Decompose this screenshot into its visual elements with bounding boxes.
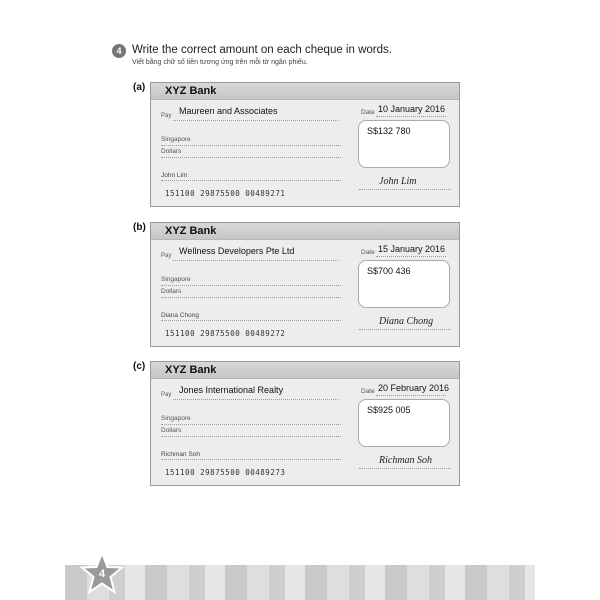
amount-words-line-1 bbox=[161, 145, 341, 146]
question-subtext: Viết bằng chữ số tiền tương ứng trên mỗi tờ ngân phiếu. bbox=[132, 59, 308, 66]
amount-box bbox=[358, 260, 450, 308]
amount-words-line-1 bbox=[161, 424, 341, 425]
date-line bbox=[376, 395, 446, 396]
pay-label: Pay bbox=[161, 113, 172, 119]
signature: John Lim bbox=[379, 176, 417, 187]
bank-name: XYZ Bank bbox=[165, 85, 217, 97]
bank-name: XYZ Bank bbox=[165, 225, 217, 237]
drawer-name: Diana Chong bbox=[161, 312, 199, 319]
pay-line bbox=[173, 260, 338, 261]
dollars-label: Dollars bbox=[161, 288, 182, 295]
cheque-c bbox=[150, 361, 460, 486]
amount-figure: S$700 436 bbox=[367, 266, 411, 276]
cheque-header bbox=[151, 362, 459, 379]
cheque-date: 15 January 2016 bbox=[378, 244, 446, 254]
date-line bbox=[376, 256, 446, 257]
drawer-line bbox=[161, 320, 341, 321]
amount-words-line-2 bbox=[161, 436, 341, 437]
date-label: Date bbox=[361, 109, 375, 116]
pay-line bbox=[173, 120, 338, 121]
drawer-name: John Lim bbox=[161, 172, 188, 179]
pay-line bbox=[173, 399, 338, 400]
micr-line: 151100 29875500 00489272 bbox=[165, 329, 286, 338]
signature-line bbox=[359, 468, 451, 469]
micr-line: 151100 29875500 00489273 bbox=[165, 468, 286, 477]
dollars-label: Dollars bbox=[161, 427, 182, 434]
payee: Wellness Developers Pte Ltd bbox=[179, 246, 295, 256]
drawer-line bbox=[161, 180, 341, 181]
part-label-b: (b) bbox=[133, 222, 146, 233]
singapore-label: Singapore bbox=[161, 136, 191, 143]
cheque-date: 10 January 2016 bbox=[378, 104, 446, 114]
amount-box bbox=[358, 399, 450, 447]
part-label-a: (a) bbox=[133, 82, 146, 93]
amount-figure: S$132 780 bbox=[367, 126, 411, 136]
drawer-line bbox=[161, 459, 341, 460]
question-text: Write the correct amount on each cheque in words. bbox=[132, 44, 392, 56]
amount-figure: S$925 005 bbox=[367, 405, 411, 415]
amount-box bbox=[358, 120, 450, 168]
bank-name: XYZ Bank bbox=[165, 364, 217, 376]
amount-words-line-2 bbox=[161, 297, 341, 298]
micr-line: 151100 29875500 00489271 bbox=[165, 189, 286, 198]
amount-words-line-1 bbox=[161, 285, 341, 286]
cheque-header bbox=[151, 83, 459, 100]
dollars-label: Dollars bbox=[161, 148, 182, 155]
signature: Diana Chong bbox=[379, 316, 434, 327]
singapore-label: Singapore bbox=[161, 415, 191, 422]
cheque-b bbox=[150, 222, 460, 347]
date-line bbox=[376, 116, 446, 117]
signature: Richman Soh bbox=[379, 455, 433, 466]
question-number-badge: 4 bbox=[112, 44, 126, 58]
payee: Jones International Realty bbox=[179, 385, 284, 395]
pay-label: Pay bbox=[161, 253, 172, 259]
signature-line bbox=[359, 189, 451, 190]
cheque-a bbox=[150, 82, 460, 207]
signature-line bbox=[359, 329, 451, 330]
cheque-date: 20 February 2016 bbox=[378, 383, 450, 393]
payee: Maureen and Associates bbox=[179, 106, 278, 116]
date-label: Date bbox=[361, 388, 375, 395]
part-label-c: (c) bbox=[133, 361, 146, 372]
page-number: 4 bbox=[98, 568, 106, 580]
cheque-header bbox=[151, 223, 459, 240]
page-footer-band bbox=[65, 565, 535, 600]
drawer-name: Richman Soh bbox=[161, 451, 201, 458]
singapore-label: Singapore bbox=[161, 276, 191, 283]
amount-words-line-2 bbox=[161, 157, 341, 158]
pay-label: Pay bbox=[161, 392, 172, 398]
date-label: Date bbox=[361, 249, 375, 256]
